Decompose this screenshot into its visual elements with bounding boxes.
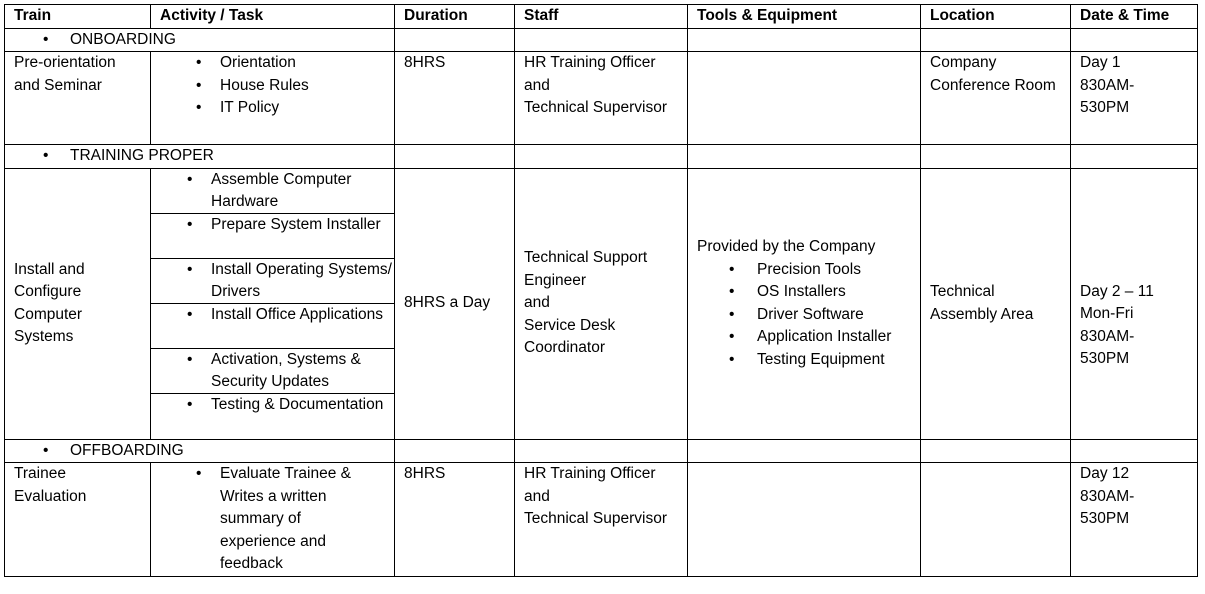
list-item: • Activation, Systems & Security Updates <box>151 349 394 394</box>
staff-line: Technical Supervisor <box>524 99 668 116</box>
train-cell: Trainee Evaluation <box>5 463 151 577</box>
duration-cell: 8HRS <box>395 463 515 577</box>
location-cell: Company Conference Room <box>921 52 1071 145</box>
staff-line: and <box>524 487 550 505</box>
section-label-text: OFFBOARDING <box>70 441 184 459</box>
list-item: • IT Policy <box>160 97 385 120</box>
section-label-training <box>5 145 395 169</box>
activity-cell <box>151 168 395 439</box>
date-line: Day 12 <box>1080 465 1130 482</box>
section-label-onboarding <box>5 28 395 52</box>
section-label-text: TRAINING PROPER <box>70 147 214 164</box>
date-line: 830AM- <box>1080 327 1135 345</box>
date-line: 530PM <box>1080 99 1130 116</box>
activity-subcell <box>151 259 394 304</box>
staff-line: Service Desk Coordinator <box>524 316 616 357</box>
list-item: • Testing & Documentation <box>151 394 394 417</box>
activity-subcell <box>151 394 394 439</box>
activity-list <box>160 52 385 120</box>
section-row-training <box>5 145 1198 169</box>
list-item: • Driver Software <box>697 304 911 327</box>
activity-list <box>160 463 385 576</box>
tools-cell <box>688 168 921 439</box>
list-item: • Install Operating Systems/ Drivers <box>151 259 394 304</box>
activity-subcell <box>151 304 394 349</box>
location-cell <box>921 463 1071 577</box>
staff-cell <box>515 463 688 577</box>
tools-intro: Provided by the Company <box>697 238 876 255</box>
section-label-offboarding <box>5 439 395 463</box>
train-cell: Install and Configure Computer Systems <box>5 168 151 439</box>
list-item: • Precision Tools <box>697 259 911 282</box>
list-item: • Install Office Applications <box>151 304 394 327</box>
staff-line: Technical Support Engineer <box>524 249 648 289</box>
staff-line: HR Training Officer <box>524 465 656 482</box>
header-duration: Duration <box>395 5 515 29</box>
tools-cell <box>688 52 921 145</box>
header-train: Train <box>5 5 151 29</box>
header-tools: Tools & Equipment <box>688 5 921 29</box>
staff-line: and <box>524 294 550 312</box>
header-staff: Staff <box>515 5 688 29</box>
header-datetime: Date & Time <box>1071 5 1198 29</box>
staff-line: HR Training Officer <box>524 54 656 71</box>
date-line: 830AM- <box>1080 487 1135 505</box>
date-line: Day 2 – 11 <box>1080 282 1154 300</box>
table-row-onboarding <box>5 52 1198 145</box>
date-line: Day 1 <box>1080 54 1121 71</box>
tools-list <box>697 259 911 372</box>
datetime-cell <box>1071 52 1198 145</box>
list-item: • Testing Equipment <box>697 349 911 372</box>
date-line: 830AM- <box>1080 76 1135 94</box>
list-item: • House Rules <box>160 75 385 98</box>
list-item: • Prepare System Installer <box>151 214 394 237</box>
table-row-offboarding <box>5 463 1198 577</box>
date-line: Mon-Fri <box>1080 305 1134 322</box>
header-location: Location <box>921 5 1071 29</box>
staff-line: and <box>524 76 550 94</box>
section-label-text: ONBOARDING <box>70 30 176 48</box>
header-activity: Activity / Task <box>151 5 395 29</box>
tools-cell <box>688 463 921 577</box>
duration-cell: 8HRS a Day <box>395 168 515 439</box>
staff-line: Technical Supervisor <box>524 510 668 527</box>
date-line: 530PM <box>1080 350 1130 367</box>
section-row-offboarding <box>5 439 1198 463</box>
activity-subcell <box>151 349 394 394</box>
duration-cell: 8HRS <box>395 52 515 145</box>
date-line: 530PM <box>1080 510 1130 527</box>
list-item: • Application Installer <box>697 326 911 349</box>
header-row <box>5 5 1198 29</box>
activity-cell <box>151 463 395 577</box>
location-cell: Technical Assembly Area <box>921 168 1071 439</box>
activity-subcell <box>151 214 394 259</box>
list-item: • Orientation <box>160 52 385 75</box>
list-item: • Assemble Computer Hardware <box>151 169 394 214</box>
datetime-cell <box>1071 463 1198 577</box>
section-row-onboarding <box>5 28 1198 52</box>
list-item: • OS Installers <box>697 281 911 304</box>
train-cell: Pre-orientation and Seminar <box>5 52 151 145</box>
training-plan-table <box>4 4 1198 577</box>
list-item: • Evaluate Trainee & Writes a written summary of experience and feedback <box>160 463 385 576</box>
staff-cell <box>515 52 688 145</box>
table-row-training <box>5 168 1198 439</box>
activity-cell <box>151 52 395 145</box>
activity-subcell <box>151 169 394 214</box>
staff-cell <box>515 168 688 439</box>
datetime-cell <box>1071 168 1198 439</box>
